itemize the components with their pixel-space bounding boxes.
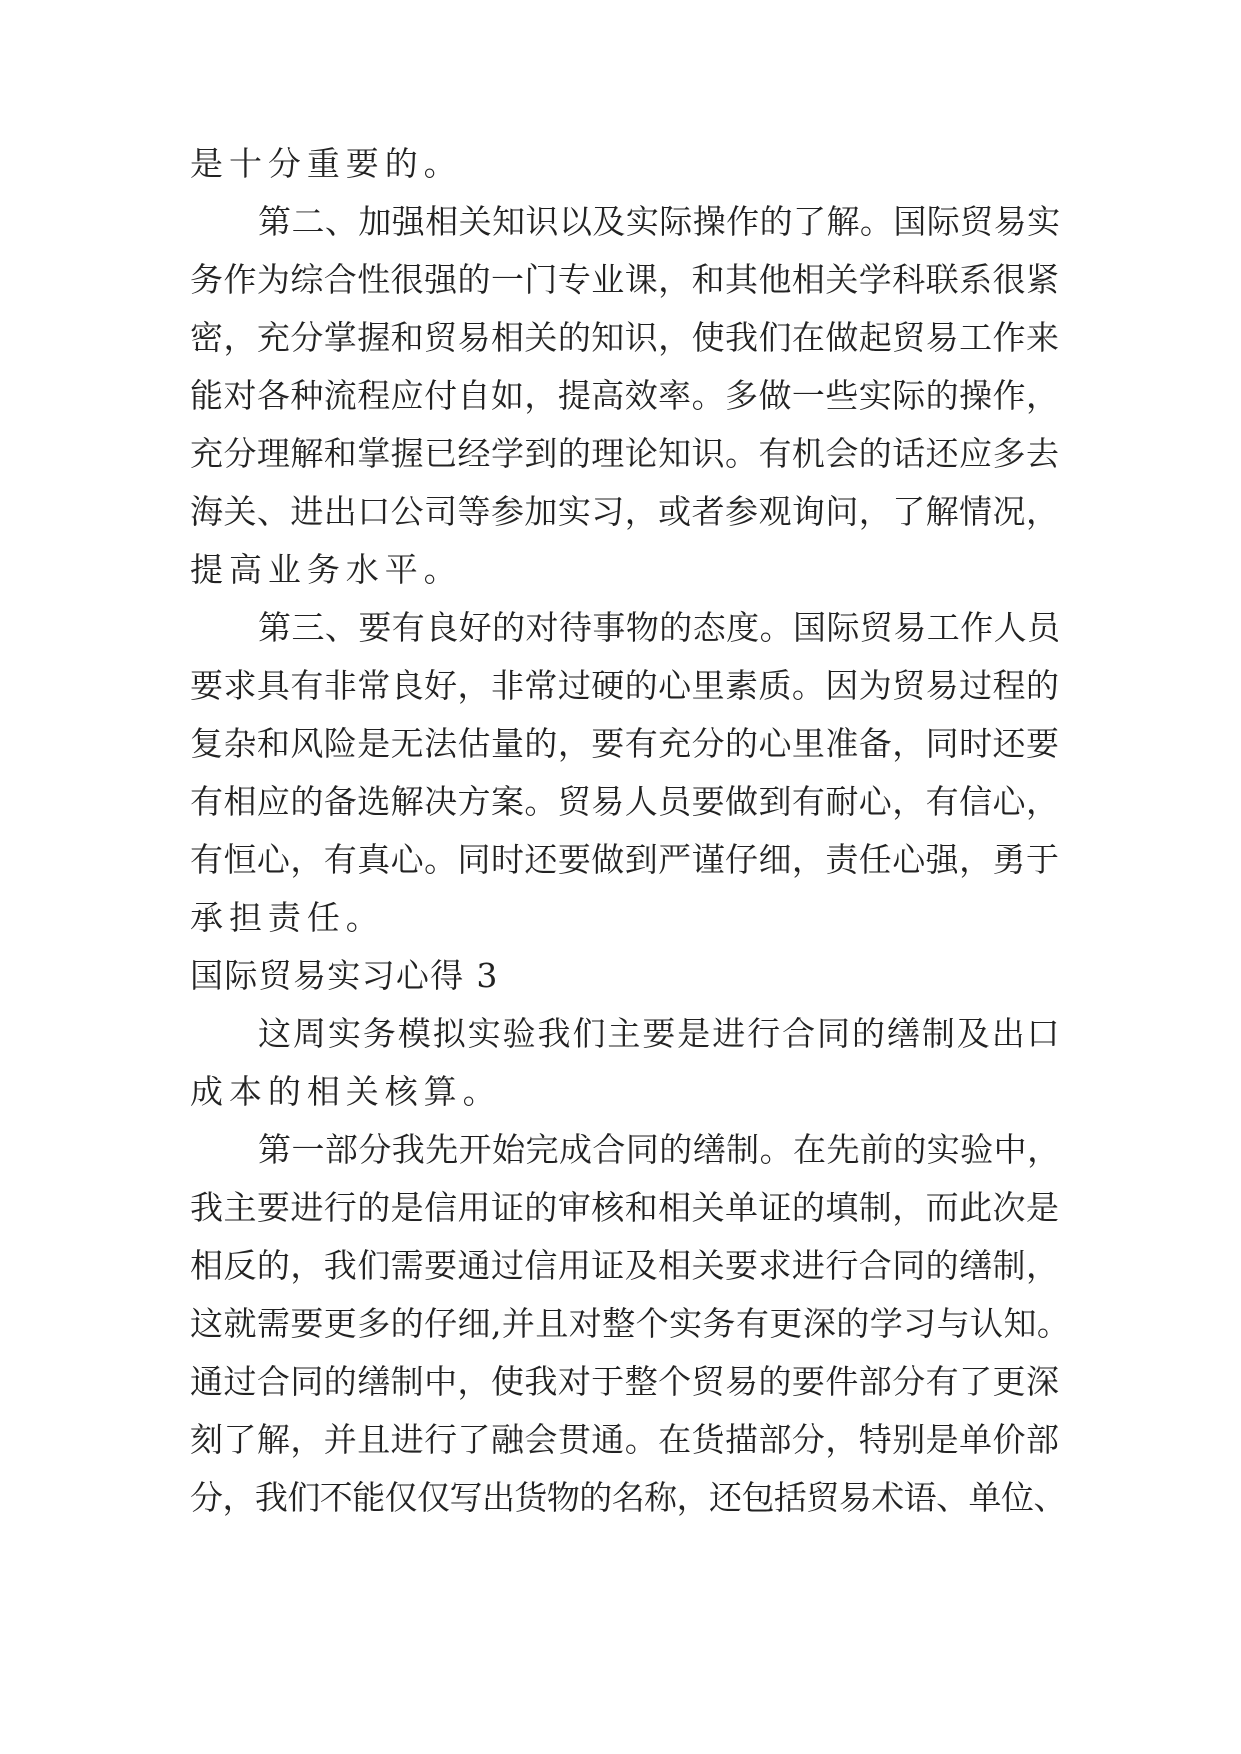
paragraph-line: 承担责任。 [190,898,385,937]
paragraph-line: 分，我们不能仅仅写出货物的名称，还包括贸易术语、单位、 [190,1478,1066,1517]
paragraph-line: 有相应的备选解决方案。贸易人员要做到有耐心，有信心， [190,782,1060,821]
paragraph-line: 充分理解和掌握已经学到的理论知识。有机会的话还应多去 [190,434,1060,473]
paragraph-line: 第三、要有良好的对待事物的态度。国际贸易工作人员 [258,608,1061,647]
paragraph-line: 第二、加强相关知识以及实际操作的了解。国际贸易实 [258,202,1061,241]
paragraph-line: 密，充分掌握和贸易相关的知识，使我们在做起贸易工作来 [190,318,1060,357]
paragraph-line: 复杂和风险是无法估量的，要有充分的心里准备，同时还要 [190,724,1060,763]
paragraph-line: 这周实务模拟实验我们主要是进行合同的缮制及出口 [258,1014,1062,1053]
paragraph-line: 相反的，我们需要通过信用证及相关要求进行合同的缮制， [190,1246,1060,1285]
paragraph-line: 提高业务水平。 [190,550,463,589]
paragraph-line: 刻了解，并且进行了融会贯通。在货描部分，特别是单价部 [190,1420,1060,1459]
paragraph-line: 能对各种流程应付自如，提高效率。多做一些实际的操作， [190,376,1060,415]
paragraph-line: 第一部分我先开始完成合同的缮制。在先前的实验中， [258,1130,1061,1169]
paragraph-line: 有恒心，有真心。同时还要做到严谨仔细，责任心强，勇于 [190,840,1060,879]
paragraph-line: 务作为综合性很强的一门专业课，和其他相关学科联系很紧 [190,260,1060,299]
paragraph-line: 成本的相关核算。 [190,1072,502,1111]
paragraph-line: 要求具有非常良好，非常过硬的心里素质。因为贸易过程的 [190,666,1060,705]
paragraph-line: 我主要进行的是信用证的审核和相关单证的填制，而此次是 [190,1188,1060,1227]
section-heading: 国际贸易实习心得 3 [190,956,499,995]
paragraph-line: 海关、进出口公司等参加实习，或者参观询问，了解情况， [190,492,1060,531]
paragraph-line: 是十分重要的。 [190,144,463,183]
paragraph-line: 通过合同的缮制中，使我对于整个贸易的要件部分有了更深 [190,1362,1060,1401]
paragraph-line: 这就需要更多的仔细,并且对整个实务有更深的学习与认知。 [190,1304,1071,1343]
